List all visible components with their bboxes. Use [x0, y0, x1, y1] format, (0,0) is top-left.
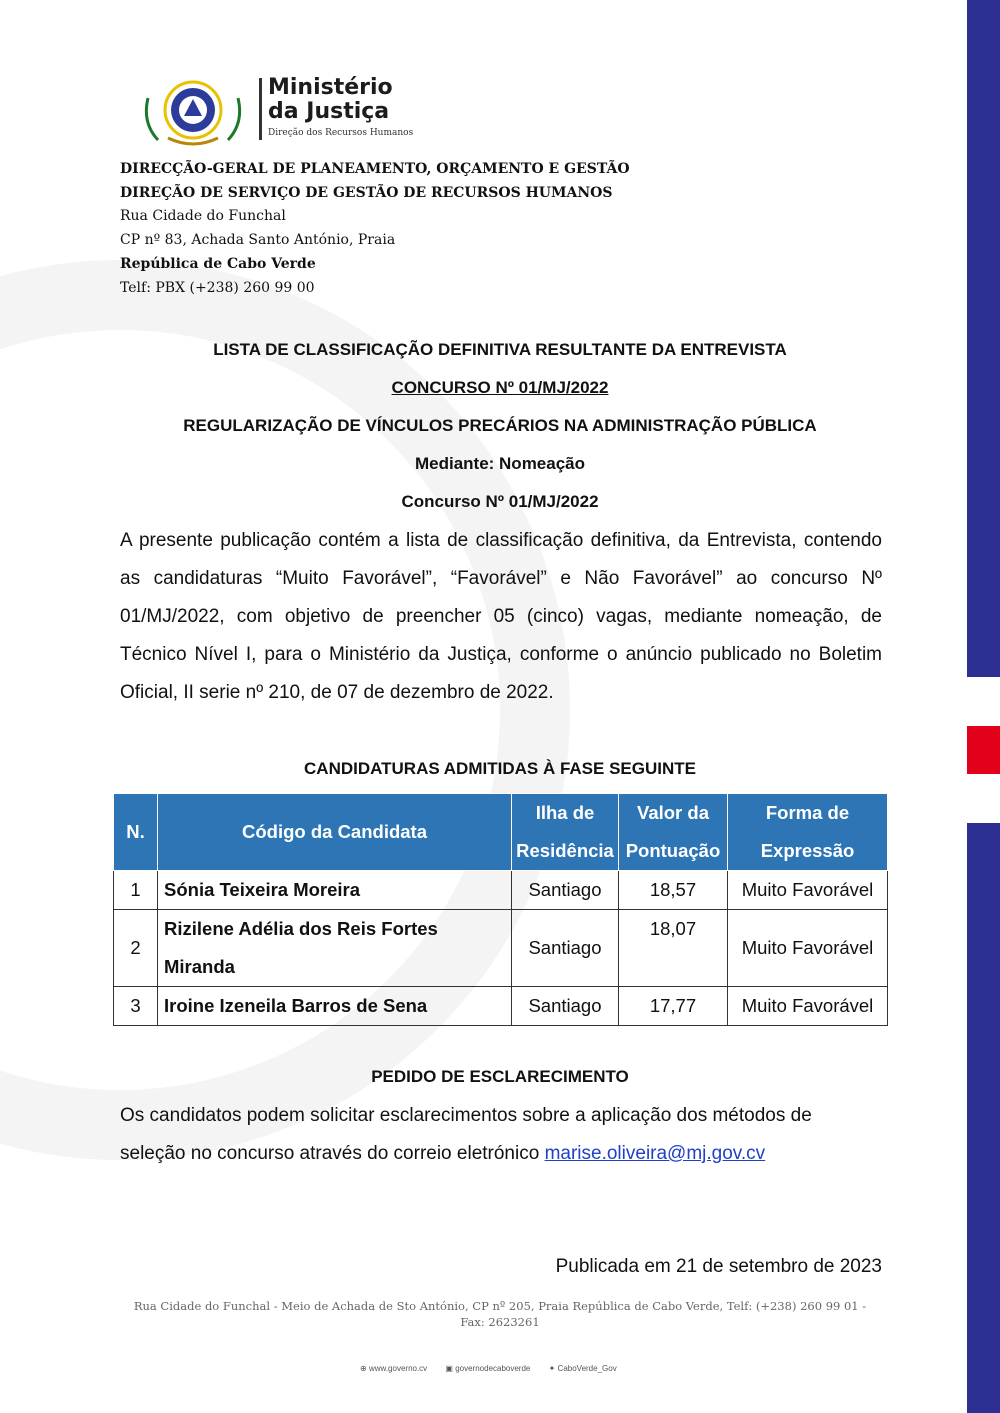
header-island: Ilha de Residência: [512, 794, 619, 871]
address-line: DIREÇÃO DE SERVIÇO DE GESTÃO DE RECURSOS HUMANOS: [120, 184, 613, 201]
intro-paragraph: A presente publicação contém a lista de classificação definitiva, da Entrevista, contendo as candidaturas “Muito Favorável”, “Favorável” e Não Favorável” ao concurso Nº 01/MJ/2022, com objetivo de preencher 05 (cinco) vagas, mediante nomeação, de Técnico Nível I, para o Ministério da Justiça, conforme o anúncio publicado no Boletim Oficial, II serie nº 210, de 07 de dezembro de 2022.: [120, 530, 882, 703]
candidate-name: Iroine Izeneila Barros de Sena: [158, 987, 512, 1026]
publication-date: Publicada em 21 de setembro de 2023: [555, 1256, 882, 1277]
logo-title: Ministério da Justiça: [268, 75, 393, 124]
address-line: Telf: PBX (+238) 260 99 00: [120, 279, 315, 296]
concurso-heading: CONCURSO Nº 01/MJ/2022: [391, 378, 609, 397]
logo-separator: [259, 78, 262, 140]
address-line: República de Cabo Verde: [120, 255, 316, 272]
candidate-form: Muito Favorável: [728, 987, 888, 1026]
address-line: DIRECÇÃO-GERAL DE PLANEAMENTO, ORÇAMENTO E GESTÃO: [120, 161, 630, 177]
row-number: 3: [114, 987, 158, 1026]
candidate-form: Muito Favorável: [728, 871, 888, 910]
table-row: [114, 987, 888, 1026]
mode-heading: Mediante: Nomeação: [414, 454, 586, 473]
candidate-score: 17,77: [619, 987, 728, 1026]
logo-subtitle: Direção dos Recursos Humanos: [268, 128, 414, 138]
row-number: 1: [114, 871, 158, 910]
address-line: Rua Cidade do Funchal: [120, 208, 286, 225]
web-link[interactable]: ⊕ www.governo.cv: [360, 1364, 428, 1373]
header-code: Código da Candidata: [158, 794, 512, 871]
address-line: CP nº 83, Achada Santo António, Praia: [120, 232, 396, 249]
document-title: LISTA DE CLASSIFICAÇÃO DEFINITIVA RESULTANTE DA ENTREVISTA: [213, 340, 787, 359]
candidate-island: Santiago: [512, 910, 619, 987]
subject-heading: REGULARIZAÇÃO DE VÍNCULOS PRECÁRIOS NA ADMINISTRAÇÃO PÚBLICA: [183, 416, 817, 435]
facebook-link[interactable]: ▣ governodecaboverde: [445, 1364, 531, 1373]
table-header-row: [114, 794, 888, 871]
candidate-form: Muito Favorável: [728, 910, 888, 987]
header-form: Forma de Expressão: [728, 794, 888, 871]
social-links: [360, 1364, 633, 1373]
republic-seal-icon: [138, 78, 248, 146]
candidates-table: [113, 793, 888, 1026]
table-row: [114, 871, 888, 910]
side-stripe-blue-top: [967, 0, 1000, 677]
candidate-score: 18,57: [619, 871, 728, 910]
table-caption: CANDIDATURAS ADMITIDAS À FASE SEGUINTE: [304, 759, 696, 778]
sender-address: [120, 158, 630, 300]
candidate-island: Santiago: [512, 871, 619, 910]
twitter-link[interactable]: ✦ CaboVerde_Gov: [548, 1364, 617, 1373]
candidate-island: Santiago: [512, 987, 619, 1026]
header-n: N.: [114, 794, 158, 871]
table-row: [114, 910, 888, 987]
clarification-paragraph: Os candidatos podem solicitar esclarecimentos sobre a aplicação dos métodos de seleção no concurso através do correio eletrónico marise.oliveira@mj.gov.cv: [120, 1105, 812, 1164]
candidate-name: Sónia Teixeira Moreira: [158, 871, 512, 910]
clarification-title: PEDIDO DE ESCLARECIMENTO: [371, 1067, 629, 1086]
candidate-score: 18,07: [619, 910, 728, 987]
candidate-name: Rizilene Adélia dos Reis Fortes Miranda: [158, 910, 512, 987]
footer-address: Rua Cidade do Funchal - Meio de Achada de Sto António, CP nº 205, Praia República de Cabo Verde, Telf: (+238) 260 99 01 - Fax: 2623261: [133, 1299, 867, 1329]
row-number: 2: [114, 910, 158, 987]
header-score: Valor da Pontuação: [619, 794, 728, 871]
ministry-logo: [138, 75, 438, 148]
side-stripe-red: [967, 726, 1000, 774]
email-link[interactable]: marise.oliveira@mj.gov.cv: [544, 1143, 766, 1164]
side-stripe-blue-bottom: [967, 823, 1000, 1413]
concurso-subheading: Concurso Nº 01/MJ/2022: [401, 492, 599, 511]
